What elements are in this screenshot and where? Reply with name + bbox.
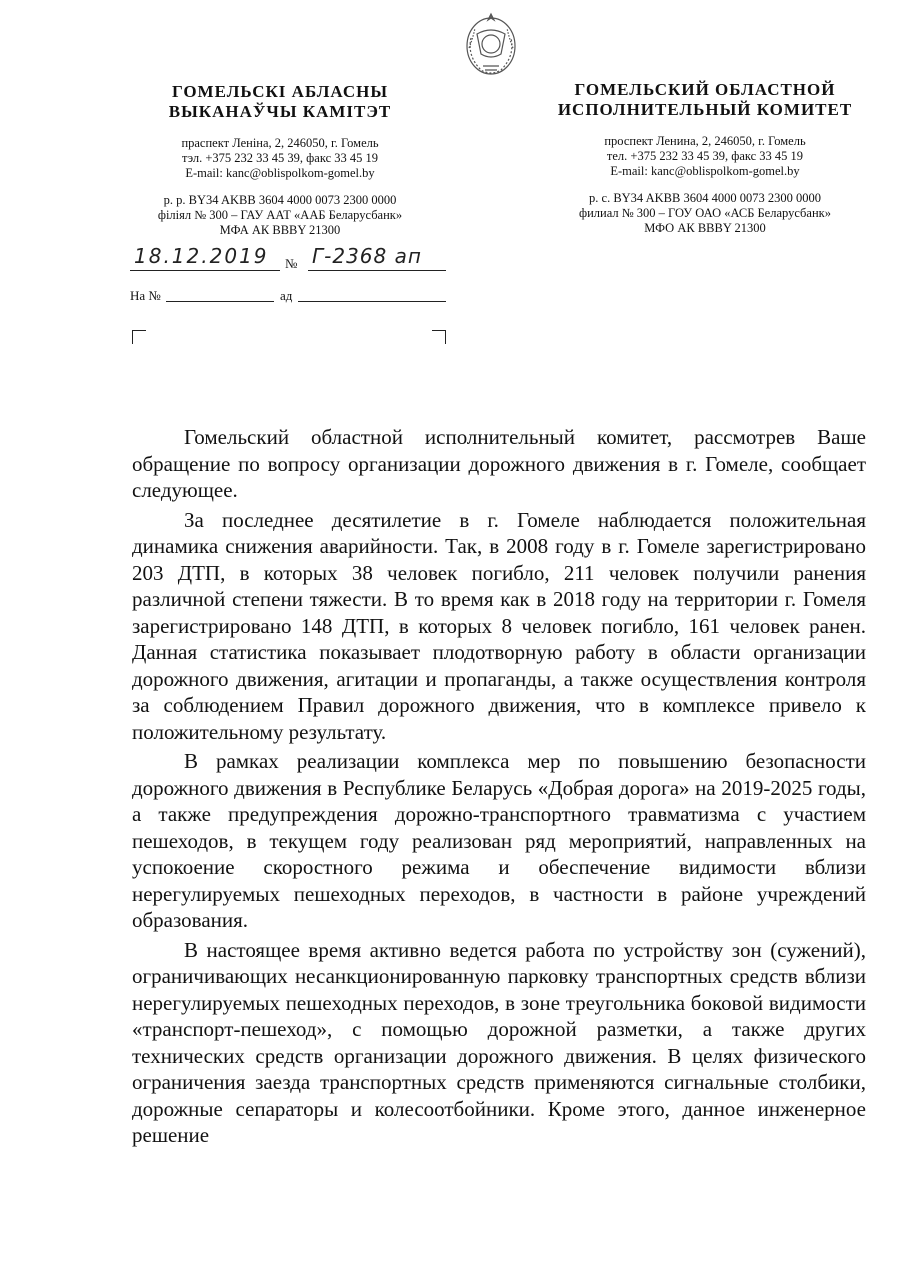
handwritten-number: Г-2368 ап — [312, 244, 422, 268]
address: праспект Леніна, 2, 246050, г. Гомель — [181, 136, 379, 150]
reference-date-label: ад — [280, 288, 293, 303]
contacts-belarusian — [120, 136, 440, 181]
date-underline — [130, 270, 280, 271]
number-underline — [308, 270, 446, 271]
header-belarusian — [120, 82, 440, 238]
reference-line — [130, 288, 450, 306]
email: E-mail: kanc@oblispolkom-gomel.by — [610, 164, 800, 178]
contacts-russian — [540, 134, 870, 179]
org-name-russian: ГОМЕЛЬСКИЙ ОБЛАСТНОЙ ИСПОЛНИТЕЛЬНЫЙ КОМИТЕТ — [557, 80, 853, 119]
reference-number-label: На № — [130, 288, 161, 303]
paragraph: В настоящее время активно ведется работа по устройству зон (сужений), ограничивающих несанкционированную парковку транспортных средств вблизи нерегулируемых пешеходных переходов, в зоне треугольника боковой видимости «транспорт-пешеход», с помощью дорожной разметки, а также других технических средств организации дорожного движения. В целях физического ограничения заезда транспортных средств применяются сигнальные столбики, дорожные сепараторы и колесоотбойники. Кроме этого, данное инженерное решение — [132, 937, 866, 1147]
letter-body — [132, 424, 866, 1152]
address: проспект Ленина, 2, 246050, г. Гомель — [604, 134, 806, 148]
reference-date-underline — [298, 301, 446, 302]
header-russian — [540, 80, 870, 236]
bank-details-belarusian: р. р. BY34 AKBB 3604 4000 0073 2300 0000 філіял № 300 – ГАУ ААТ «ААБ Беларусбанк» МФА АК BBBY 21300 — [157, 193, 403, 237]
paragraph: За последнее десятилетие в г. Гомеле наблюдается положительная динамика снижения аварийности. Так, в 2008 году в г. Гомеле зарегистрировано 203 ДТП, в которых 38 человек погибло, 211 человек получили ранения различной степени тяжести. В то время как в 2018 году на территории г. Гомеля зарегистрировано 148 ДТП, в которых 8 человек погибло, 161 человек ранен. Данная статистика показывает плодотворную работу в области организации дорожного движения, агитации и пропаганды, а также осуществления контроля за соблюдением Правил дорожного движения, что в комплексе привело к положительному результату. — [132, 507, 866, 744]
paragraph: В рамках реализации комплекса мер по повышению безопасности дорожного движения в Республике Беларусь «Добрая дорога» на 2019-2025 годы, а также предупреждения дорожно-транспортного травматизма с участием пешеходов, в текущем году реализован ряд мероприятий, направленных на успокоение скоростного режима и обеспечение видимости вблизи нерегулируемых пешеходных переходов, в частности в районе учреждений образования. — [132, 749, 866, 932]
address-corner-right — [432, 330, 446, 344]
bank-details-russian: р. с. BY34 AKBB 3604 4000 0073 2300 0000 филиал № 300 – ГОУ ОАО «АСБ Беларусбанк» МФО АК BBBY 21300 — [579, 191, 831, 235]
reference-number-underline — [166, 301, 274, 302]
handwritten-date: 18.12.2019 — [134, 244, 269, 268]
paragraph: Гомельский областной исполнительный комитет, рассмотрев Ваше обращение по вопросу организации дорожного движения в г. Гомеле, сообщает следующее. — [132, 425, 866, 502]
email: E-mail: kanc@oblispolkom-gomel.by — [185, 166, 375, 180]
registration-line — [130, 244, 450, 272]
org-name-belarusian: ГОМЕЛЬСКІ АБЛАСНЫ ВЫКАНАЎЧЫ КАМІТЭТ — [168, 82, 392, 121]
number-label: № — [285, 256, 298, 271]
phones: тел. +375 232 33 45 39, факс 33 45 19 — [606, 149, 804, 163]
address-corner-left — [132, 330, 146, 344]
state-emblem-icon — [461, 8, 521, 80]
phones: тэл. +375 232 33 45 39, факс 33 45 19 — [181, 151, 379, 165]
